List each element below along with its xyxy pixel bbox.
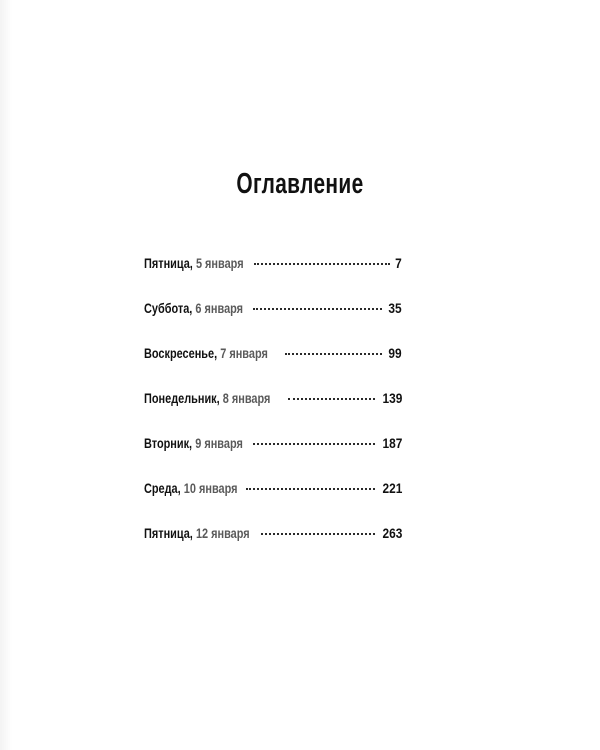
toc-entry-date: 5 января: [195, 255, 244, 271]
toc-entry-page: 221: [382, 480, 402, 496]
toc-leader-dots: [246, 488, 375, 490]
toc-entry-page: 187: [382, 435, 402, 451]
toc-entry: [144, 480, 402, 525]
toc-entry-day: Понедельник,: [144, 390, 220, 406]
page-edge-shadow: [0, 0, 12, 750]
toc-entry-page: 35: [388, 300, 402, 316]
toc-entry-page: 7: [395, 255, 402, 271]
toc-entry-date: 10 января: [183, 480, 238, 496]
toc-entry-day: Вторник,: [144, 435, 193, 451]
page-title: Оглавление: [236, 168, 364, 200]
toc-entry-day: Среда,: [144, 480, 181, 496]
toc-leader-dots: [253, 443, 375, 445]
toc-entry-date: 9 января: [195, 435, 243, 451]
toc-entry-label: [144, 525, 250, 541]
toc-entry-page: 99: [388, 345, 402, 361]
toc-entry-day: Воскресенье,: [144, 345, 218, 361]
toc-leader-dots: [288, 398, 375, 400]
toc-entry: [144, 345, 402, 390]
toc-entry-day: Суббота,: [144, 300, 193, 316]
toc-entry-page: 139: [382, 390, 402, 406]
toc-entry-date: 7 января: [220, 345, 268, 361]
toc-entry-label: [144, 435, 243, 451]
toc-entry-date: 8 января: [222, 390, 271, 406]
toc-entry-page: 263: [382, 525, 402, 541]
toc-entry-day: Пятница,: [144, 525, 193, 541]
toc-entry-label: [144, 300, 243, 316]
table-of-contents: [144, 255, 402, 570]
toc-entry-label: [144, 390, 270, 406]
toc-leader-dots: [261, 533, 374, 535]
toc-leader-dots: [285, 353, 383, 355]
toc-entry-date: 12 января: [195, 525, 250, 541]
toc-entry: [144, 435, 402, 480]
toc-entry: [144, 525, 402, 570]
toc-entry-label: [144, 480, 237, 496]
toc-entry-day: Пятница,: [144, 255, 193, 271]
toc-leader-dots: [254, 263, 391, 265]
toc-entry: [144, 255, 402, 300]
toc-entry: [144, 390, 402, 435]
toc-entry-label: [144, 345, 268, 361]
toc-entry-label: [144, 255, 244, 271]
toc-leader-dots: [253, 308, 382, 310]
toc-entry: [144, 300, 402, 345]
toc-entry-date: 6 января: [195, 300, 244, 316]
